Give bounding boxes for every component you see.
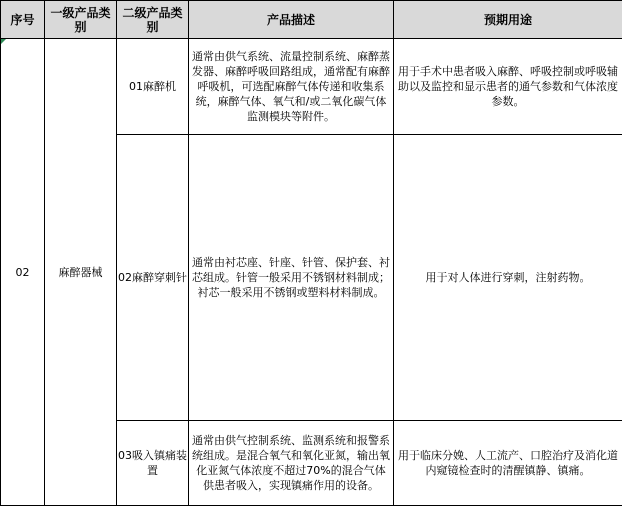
header-cat2: 二级产品类别 (117, 1, 189, 39)
header-seq: 序号 (1, 1, 45, 39)
use-cell: 用于临床分娩、人工流产、口腔治疗及消化道内窥镜检查时的清醒镇静、镇痛。 (394, 421, 622, 506)
seq-cell (1, 39, 45, 506)
seq-value: 02 (15, 265, 30, 279)
use-cell: 用于手术中患者吸入麻醉、呼吸控制或呼吸辅助以及监控和显示患者的通气参数和气体浓度参数。 (394, 39, 622, 135)
desc-cell: 通常由衬芯座、针座、针管、保护套、衬芯组成。针管一般采用不锈钢材料制成；衬芯一般采用不锈钢或塑料材料制成。 (189, 135, 394, 421)
desc-cell: 通常由供气系统、流量控制系统、麻醉蒸发器、麻醉呼吸回路组成，通常配有麻醉呼吸机，可选配麻醉气体传递和收集系统，麻醉气体、氧气和/或二氧化碳气体监测模块等附件。 (189, 39, 394, 135)
header-cat1: 一级产品类别 (45, 1, 117, 39)
cat2-cell: 02麻醉穿刺针 (117, 135, 189, 421)
header-desc: 产品描述 (189, 1, 394, 39)
cell-corner-icon (1, 39, 6, 44)
cat2-cell: 01麻醉机 (117, 39, 189, 135)
cat2-cell: 03吸入镇痛装置 (117, 421, 189, 506)
header-row (1, 1, 622, 39)
desc-cell: 通常由供气控制系统、监测系统和报警系统组成。是混合氧气和氧化亚氮，输出氧化亚氮气体浓度不超过70%的混合气体供患者吸入，实现镇痛作用的设备。 (189, 421, 394, 506)
cat1-cell: 麻醉器械 (45, 39, 117, 506)
use-cell: 用于对人体进行穿刺，注射药物。 (394, 135, 622, 421)
header-use: 预期用途 (394, 1, 622, 39)
table-row (1, 39, 622, 135)
